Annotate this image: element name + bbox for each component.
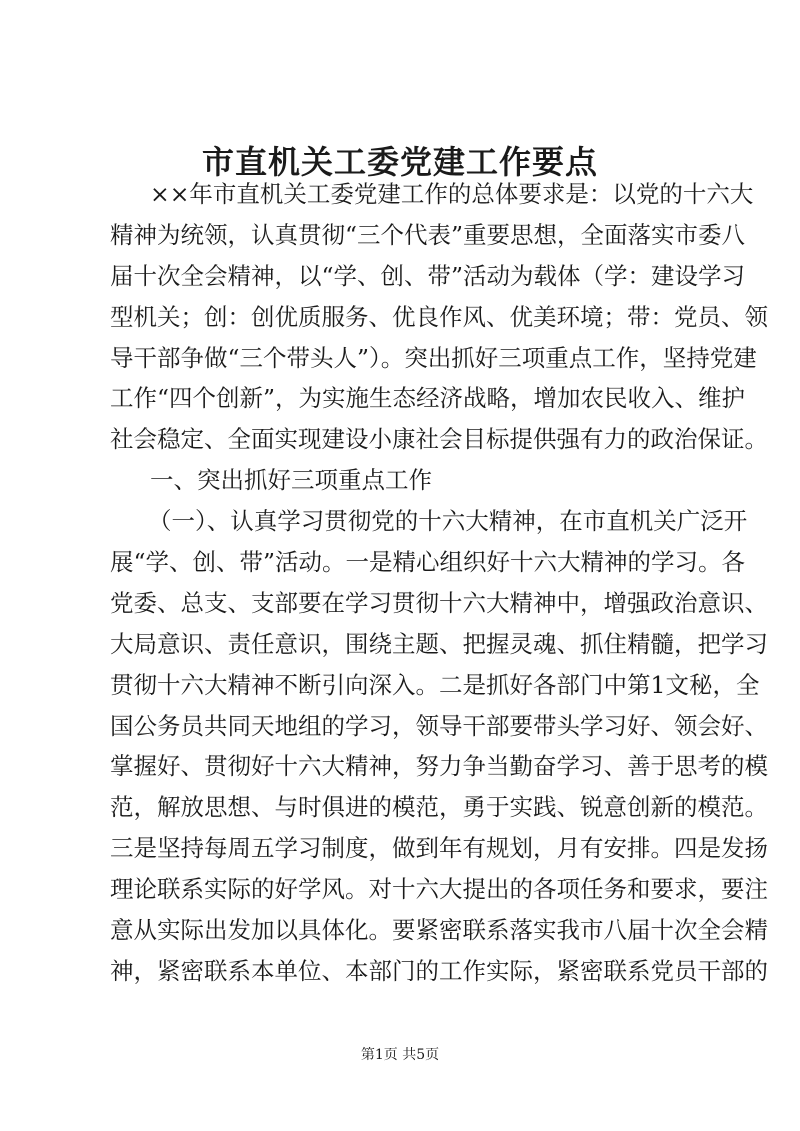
text-line: 届十次全会精神，以“学、创、带”活动为载体（学：建设学习 [110,261,746,290]
text-line: 范，解放思想、与时俱进的模范，勇于实践、锐意创新的模范。 [110,793,768,822]
text-line: 三是坚持每周五学习制度，做到年有规划，月有安排。四是发扬 [110,834,768,863]
text-line: （一）、认真学习贯彻党的十六大精神，在市直机关广泛开 [148,507,748,536]
text-line: 社会稳定、全面实现建设小康社会目标提供强有力的政治保证。 [110,425,768,454]
text-line: 展“学、创、带”活动。一是精心组织好十六大精神的学习。各 [110,548,746,577]
text-line: 国公务员共同天地组的学习，领导干部要带头学习好、领会好、 [110,711,768,740]
text-line: 工作“四个创新”，为实施生态经济战略，增加农民收入、维护 [110,384,746,413]
text-line: 掌握好、贯彻好十六大精神，努力争当勤奋学习、善于思考的模 [110,752,768,781]
body-text [110,174,768,992]
text-line: 精神为统领，认真贯彻“三个代表”重要思想，全面落实市委八 [110,220,746,249]
text-line: 理论联系实际的好学风。对十六大提出的各项任务和要求，要注 [110,875,768,904]
page-title: 市直机关工委党建工作要点 [201,143,598,181]
text-line: 贯彻十六大精神不断引向深入。二是抓好各部门中第1文秘，全 [110,670,760,699]
text-line: 型机关；创：创优质服务、优良作风、优美环境；带：党员、领 [110,302,768,331]
text-line: 导干部争做“三个带头人”）。突出抓好三项重点工作，坚持党建 [110,343,757,372]
text-line: ××年市直机关工委党建工作的总体要求是：以党的十六大 [150,180,754,208]
section-heading: 一、突出抓好三项重点工作 [150,466,432,495]
text-line: 大局意识、责任意识，围绕主题、把握灵魂、抓住精髓，把学习 [110,629,768,658]
text-line: 党委、总支、支部要在学习贯彻十六大精神中，增强政治意识、 [110,588,768,617]
text-line: 神，紧密联系本单位、本部门的工作实际，紧密联系党员干部的 [110,956,768,985]
page-number-footer: 第1页 共5页 [360,1047,440,1063]
text-line: 意从实际出发加以具体化。要紧密联系落实我市八届十次全会精 [110,916,768,945]
